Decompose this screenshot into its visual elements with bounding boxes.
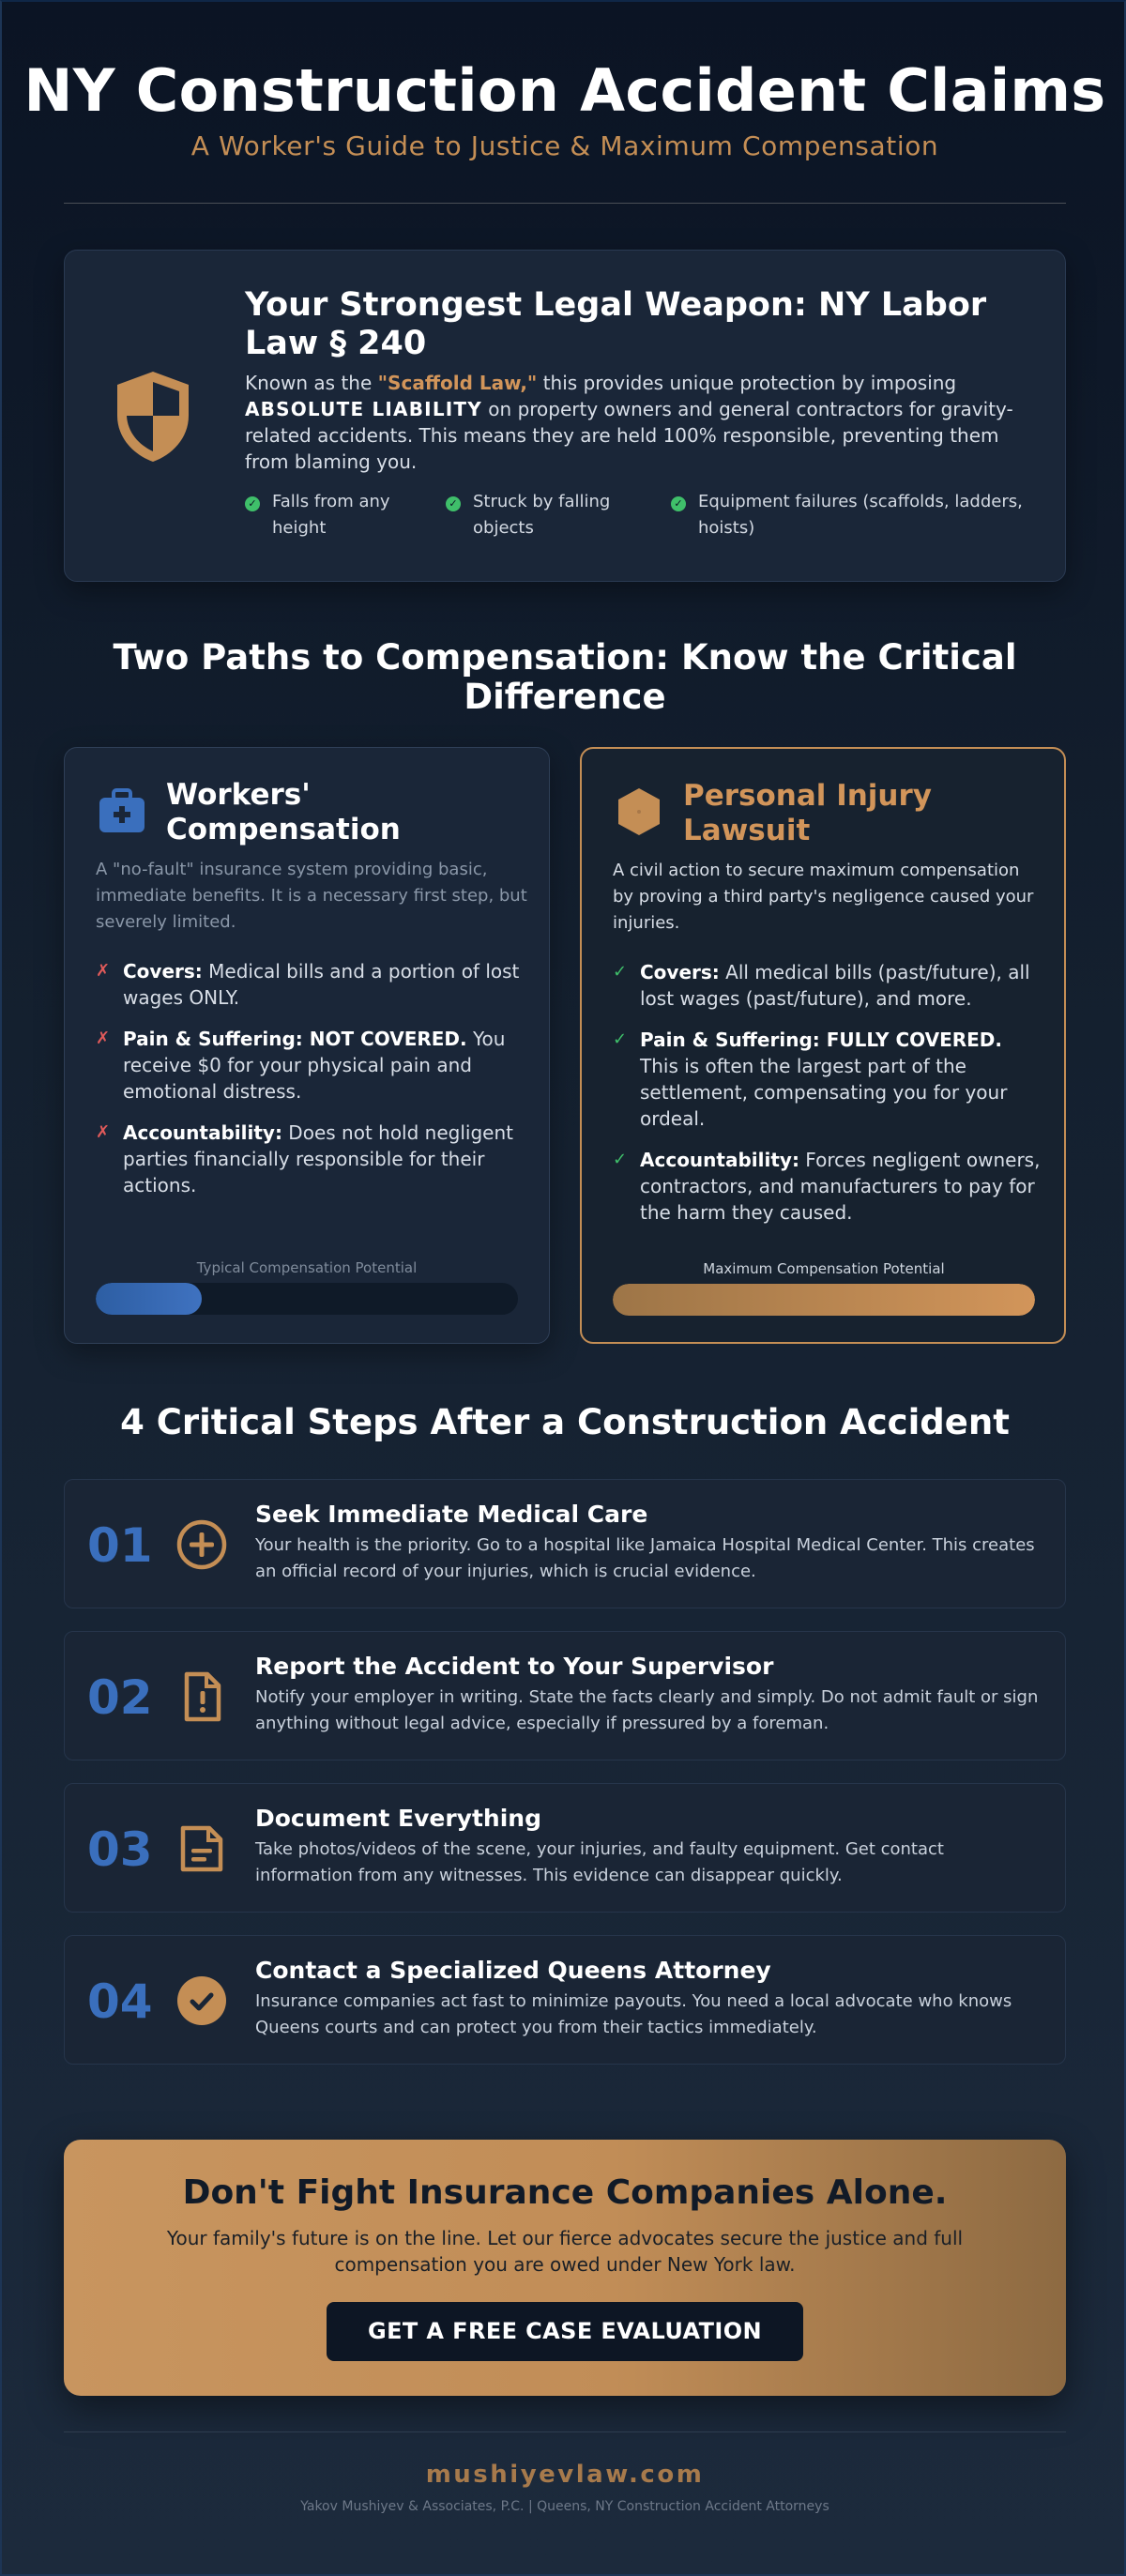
shield-icon	[114, 369, 192, 465]
workers-comp-card: Workers' Compensation A "no-fault" insurance system providing basic, immediate benefits. It is a necessary first step, but severely limited. ✗ Covers: Medical bills and a portion of lost wages ONLY. ✗ Pain & Suffering: NOT COVERED. You receive $0 for your physical pain and emotional distress. ✗ Accountability: Does not hold negligent parties financially responsible for their actions. Typical Compensation Potential	[64, 747, 550, 1344]
compensation-potential-bar	[613, 1284, 1035, 1316]
footer-divider	[64, 2431, 1066, 2432]
workers-comp-description: A "no-fault" insurance system providing basic, immediate benefits. It is a necessary first step, but severely limited.	[96, 860, 527, 932]
gavel-hexagon-icon	[614, 786, 664, 837]
cta-text: Your family's future is on the line. Let our fierce advocates secure the justice and full compensation you are owed under New York law.	[166, 2227, 964, 2276]
cta-banner	[64, 2140, 1066, 2396]
step-card	[64, 1631, 1066, 1761]
step-title: Report the Accident to Your Supervisor	[255, 1653, 774, 1680]
step-number: 04	[87, 1974, 153, 2029]
step-card	[64, 1479, 1066, 1608]
compensation-potential-fill	[613, 1284, 1035, 1316]
check-icon: ✓	[245, 496, 260, 511]
cross-icon: ✗	[96, 1122, 111, 1142]
step-text: Notify your employer in writing. State the facts clearly and simply. Do not admit fault or sign anything without legal advice, especially if pressured by a foreman.	[255, 1687, 1039, 1733]
personal-injury-card: Personal Injury Lawsuit A civil action to secure maximum compensation by proving a third party's negligence caused your injuries. ✓ Covers: All medical bills (past/future), all lost wages (past/future), and more. ✓ Pain & Suffering: FULLY COVERED. This is often the largest part of the settlement, compensating you for your ordeal. ✓ Accountability: Forces negligent owners, contractors, and manufacturers to pay for the harm they caused. Maximum Compensation Potential	[580, 747, 1066, 1344]
page-title: NY Construction Accident Claims	[23, 56, 1106, 125]
law-description: Known as the "Scaffold Law," this provides unique protection by imposing ABSOLUTE LIABILITY on property owners and general contractors for gravity-related accidents. This means they are held 100% responsible, preventing them from blaming you.	[245, 372, 1013, 473]
footer-site-link[interactable]: mushiyevlaw.com	[425, 2461, 705, 2489]
check-icon: ✓	[613, 962, 628, 982]
briefcase-medical-icon	[97, 785, 147, 836]
workers-comp-title: Workers' Compensation	[166, 778, 401, 846]
paths-section-title: Two Paths to Compensation: Know the Critical Difference	[113, 637, 1017, 717]
step-text: Insurance companies act fast to minimize payouts. You need a local advocate who knows Queens courts and can protect you from their tactics immediately.	[255, 1991, 1012, 2037]
step-number: 03	[87, 1822, 153, 1877]
step-title: Seek Immediate Medical Care	[255, 1501, 648, 1528]
page-subtitle: A Worker's Guide to Justice & Maximum Compensation	[190, 130, 939, 161]
cross-icon: ✗	[96, 1029, 111, 1048]
personal-injury-title: Personal Injury Lawsuit	[683, 779, 932, 847]
cross-icon: ✗	[96, 961, 111, 981]
check-icon: ✓	[671, 496, 686, 511]
labor-law-card: Your Strongest Legal Weapon: NY Labor Law § 240 Known as the "Scaffold Law," this provides unique protection by imposing ABSOLUTE LIABILITY on property owners and general contractors for gravity-related accidents. This means they are held 100% responsible, preventing them from blaming you. ✓ Falls from any height ✓ Struck by falling objects ✓ Equipment failures (scaffolds, ladders, hoists)	[64, 250, 1066, 582]
check-icon: ✓	[446, 496, 461, 511]
absolute-liability-text: ABSOLUTE LIABILITY	[245, 398, 482, 420]
step-card	[64, 1935, 1066, 2065]
step-number: 02	[87, 1670, 153, 1725]
cta-title: Don't Fight Insurance Companies Alone.	[182, 2173, 948, 2212]
plus-circle-icon	[175, 1518, 228, 1571]
header-divider	[64, 203, 1066, 204]
step-card	[64, 1783, 1066, 1913]
footer-text: Yakov Mushiyev & Associates, P.C. | Queens, NY Construction Accident Attorneys	[300, 2499, 829, 2514]
personal-injury-description: A civil action to secure maximum compensation by proving a third party's negligence caused your injuries.	[613, 861, 1034, 933]
step-number: 01	[87, 1518, 153, 1573]
document-text-icon	[175, 1822, 228, 1875]
step-text: Your health is the priority. Go to a hospital like Jamaica Hospital Medical Center. This creates an official record of your injuries, which is crucial evidence.	[255, 1535, 1035, 1581]
steps-section-title: 4 Critical Steps After a Construction Accident	[120, 1402, 1010, 1442]
compensation-potential-fill	[96, 1283, 202, 1315]
step-title: Contact a Specialized Queens Attorney	[255, 1957, 771, 1984]
step-text: Take photos/videos of the scene, your injuries, and faulty equipment. Get contact information from any witnesses. This evidence can disappear quickly.	[255, 1839, 944, 1885]
check-icon: ✓	[613, 1029, 628, 1049]
compensation-potential-bar	[96, 1283, 518, 1315]
law-title: Your Strongest Legal Weapon: NY Labor Law § 240	[245, 286, 987, 362]
compensation-potential-label: Typical Compensation Potential	[196, 1259, 418, 1276]
check-icon: ✓	[613, 1150, 628, 1169]
step-title: Document Everything	[255, 1805, 541, 1832]
scaffold-law-highlight: "Scaffold Law,"	[377, 372, 538, 394]
check-circle-icon	[175, 1974, 228, 2027]
document-alert-icon	[175, 1670, 228, 1723]
free-case-evaluation-button[interactable]: GET A FREE CASE EVALUATION	[327, 2302, 803, 2361]
compensation-potential-label: Maximum Compensation Potential	[703, 1260, 945, 1277]
